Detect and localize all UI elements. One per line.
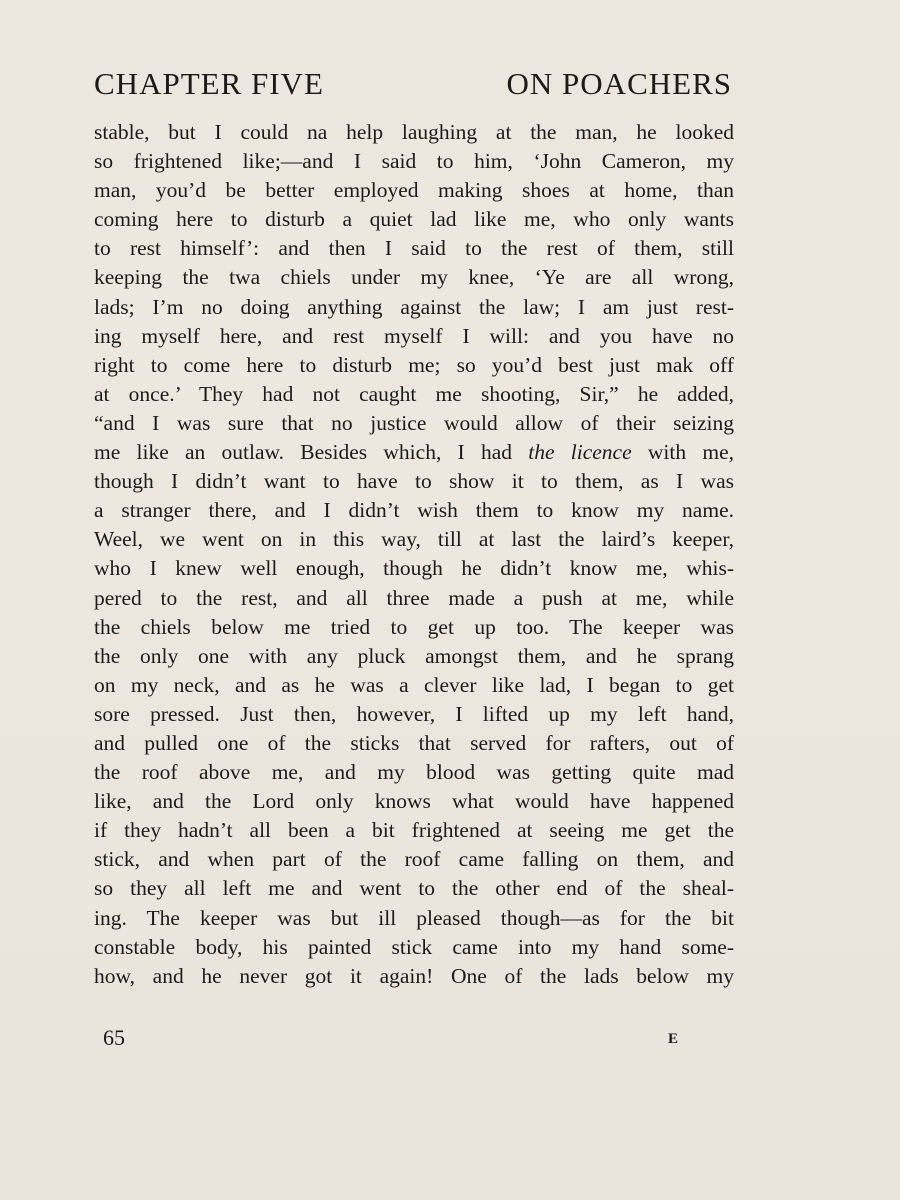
text-line: like, and the Lord only knows what would have happened — [94, 789, 734, 814]
chapter-title: ON POACHERS — [506, 66, 732, 101]
text-line-with-italic — [94, 438, 734, 467]
text-line: on my neck, and as he was a clever like lad, I began to get — [94, 672, 734, 697]
body-text — [94, 118, 734, 991]
signature-mark: E — [668, 1031, 679, 1047]
text-line: how, and he never got it again! One of the lads below my — [94, 963, 734, 988]
page-number: 65 — [103, 1025, 125, 1050]
text-line: Weel, we went on in this way, till at last the laird’s keeper, — [94, 527, 734, 552]
text-line: the only one with any pluck amongst them, and he sprang — [94, 643, 734, 668]
text-line: right to come here to disturb me; so you’d best just mak off — [94, 352, 734, 377]
chapter-heading: CHAPTER FIVE — [94, 66, 324, 101]
text-line: constable body, his painted stick came into my hand some- — [94, 934, 734, 959]
text-line: if they hadn’t all been a bit frightened at seeing me get the — [94, 818, 734, 843]
text-line: and pulled one of the sticks that served for rafters, out of — [94, 730, 734, 755]
text-line: the roof above me, and my blood was getting quite mad — [94, 760, 734, 785]
text-line: at once.’ They had not caught me shooting, Sir,” he added, — [94, 381, 734, 406]
text-line: coming here to disturb a quiet lad like me, who only wants — [94, 207, 734, 232]
text-line: ing. The keeper was but ill pleased though—as for the bit — [94, 905, 734, 930]
text-line: lads; I’m no doing anything against the law; I am just rest- — [94, 294, 734, 319]
text-line: man, you’d be better employed making shoes at home, than — [94, 178, 734, 203]
text-segment: with me, — [631, 440, 735, 465]
text-line: stick, and when part of the roof came falling on them, and — [94, 847, 734, 872]
text-line: pered to the rest, and all three made a push at me, while — [94, 585, 734, 610]
text-line: sore pressed. Just then, however, I lifted up my left hand, — [94, 701, 734, 726]
text-line: to rest himself’: and then I said to the rest of them, still — [94, 236, 734, 261]
text-line: the chiels below me tried to get up too. The keeper was — [94, 614, 734, 639]
running-head — [94, 64, 732, 104]
text-line: so frightened like;—and I said to him, ‘John Cameron, my — [94, 149, 734, 174]
text-line: “and I was sure that no justice would allow of their seizing — [94, 410, 734, 435]
text-line: though I didn’t want to have to show it to them, as I was — [94, 469, 734, 494]
text-line: who I knew well enough, though he didn’t know me, whis- — [94, 556, 734, 581]
text-line: so they all left me and went to the other end of the sheal- — [94, 876, 734, 901]
text-segment: me like an outlaw. Besides which, I had — [94, 440, 529, 465]
text-line: a stranger there, and I didn’t wish them to know my name. — [94, 498, 734, 523]
text-line: stable, but I could na help laughing at the man, he looked — [94, 120, 734, 144]
text-line: keeping the twa chiels under my knee, ‘Ye are all wrong, — [94, 265, 734, 290]
text-line: ing myself here, and rest myself I will: and you have no — [94, 323, 734, 348]
italic-phrase: the licence — [528, 440, 632, 465]
